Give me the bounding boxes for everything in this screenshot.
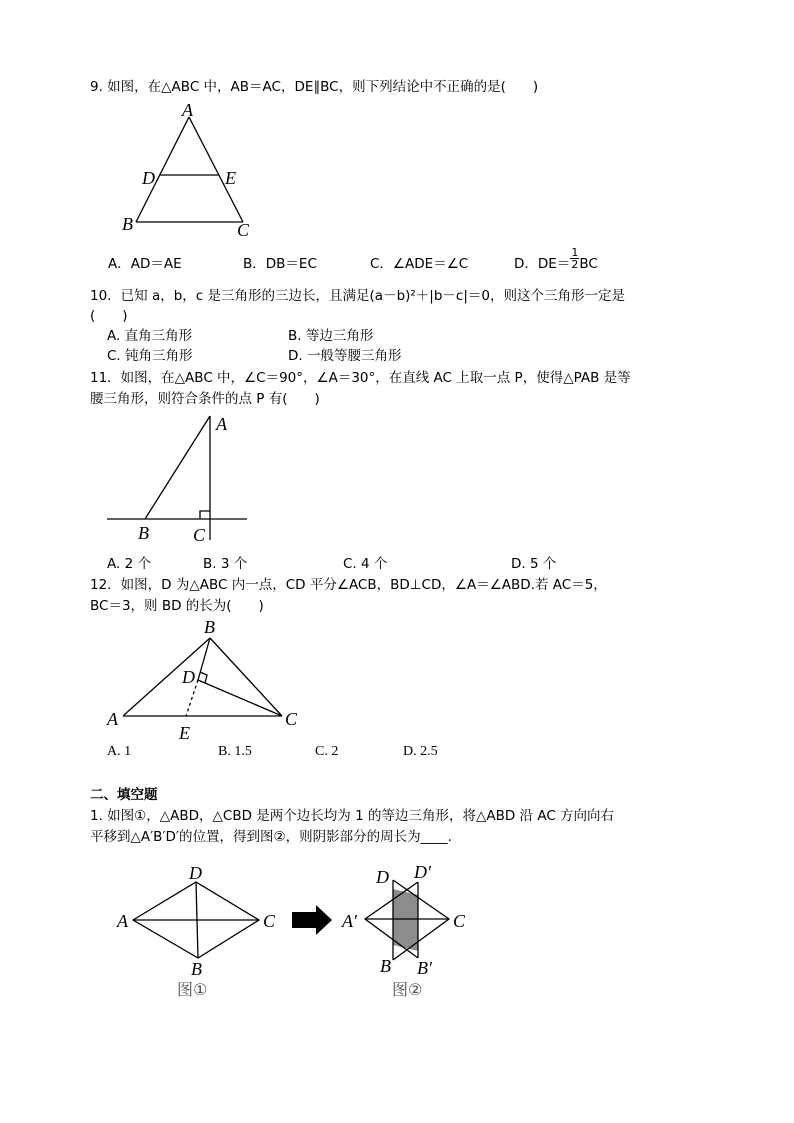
fig2-shaded-region [393, 889, 418, 951]
q9-stem: 9. 如图，在△ABC 中，AB＝AC，DE∥BC，则下列结论中不正确的是( ) [90, 79, 539, 95]
q10-stem: 10．已知 a，b，c 是三角形的三边长，且满足(a－b)²＋|b－c|＝0，则这个三角形一定是 [90, 288, 625, 304]
q12-stem-cont: BC＝3，则 BD 的长为( ) [90, 598, 264, 614]
q12-option-b: B. 1.5 [218, 744, 252, 759]
q9-option-d [514, 245, 598, 273]
q12-side-ab [123, 638, 210, 716]
fig1-rhombus [133, 882, 259, 958]
q12-option-a: A. 1 [107, 744, 132, 759]
q10-stem-cont: ( ) [90, 308, 128, 324]
fig1-label-b: B [191, 959, 202, 979]
fig2-label-b-prime: B′ [417, 958, 432, 978]
q12-label-e: E [179, 723, 190, 743]
fig1-diagonal-bd [196, 882, 198, 958]
q9-label-a: A [182, 100, 193, 120]
q11-option-a: A. 2 个 [107, 556, 151, 572]
q9-option-d-fraction [570, 247, 579, 270]
q9-fraction-denominator: 2 [571, 257, 579, 271]
q12-label-b: B [204, 617, 215, 637]
q11-option-c: C. 4 个 [343, 556, 388, 572]
q11-option-d: D. 5 个 [511, 556, 557, 572]
q12-right-angle-mark [200, 672, 207, 683]
q12-option-d: D. 2.5 [403, 744, 438, 759]
fig1-label-d: D [189, 863, 202, 883]
fig2-caption: 图② [392, 980, 423, 999]
q9-option-d-prefix: D．DE＝ [514, 256, 571, 272]
q12-option-c: C. 2 [315, 744, 339, 759]
q11-stem: 11．如图，在△ABC 中，∠C＝90°，∠A＝30°，在直线 AC 上取一点 P，使得△PAB 是等 [90, 370, 631, 386]
q11-option-b: B. 3 个 [203, 556, 248, 572]
q10-option-b: B. 等边三角形 [288, 328, 374, 344]
fig2-label-b: B [380, 956, 391, 976]
q9-option-d-suffix: BC [579, 256, 598, 272]
q11-label-b: B [138, 523, 149, 543]
q9-fraction-numerator: 1 [571, 245, 579, 259]
fig1-label-a: A [117, 911, 128, 931]
q9-option-b: B．DB＝EC [243, 256, 317, 272]
q9-label-e: E [225, 168, 236, 188]
q12-stem: 12．如图，D 为△ABC 内一点，CD 平分∠ACB，BD⊥CD，∠A＝∠ABD.若 AC＝5， [90, 577, 607, 593]
q10-option-a: A. 直角三角形 [107, 328, 193, 344]
q9-label-c: C [237, 220, 250, 240]
fill1-figure-1 [133, 882, 259, 958]
q10-option-c: C. 钝角三角形 [107, 348, 193, 364]
q12-side-bc [210, 638, 282, 716]
q12-label-d: D [182, 667, 195, 687]
fig2-label-a-prime: A′ [342, 911, 357, 931]
q11-right-angle-mark [200, 511, 210, 519]
fig2-label-d-prime: D′ [414, 862, 431, 882]
q9-label-d: D [142, 168, 155, 188]
fig1-caption: 图① [177, 980, 208, 999]
fig2-label-c: C [453, 911, 466, 931]
fig2-label-d: D [376, 867, 389, 887]
q10-option-d: D. 一般等腰三角形 [288, 348, 402, 364]
q12-segment-bd [198, 638, 210, 680]
fig1-label-c: C [263, 911, 276, 931]
q11-label-a: A [216, 414, 227, 434]
fig2-triangle-cbd [393, 880, 449, 960]
q12-label-a: A [107, 709, 118, 729]
section-title-fill-in: 二、填空题 [90, 787, 158, 803]
q11-side-ab [145, 416, 210, 519]
q12-segment-dc [198, 680, 282, 716]
q9-option-c: C．∠ADE＝∠C [370, 256, 469, 272]
fill1-stem: 1. 如图①，△ABD，△CBD 是两个边长均为 1 的等边三角形，将△ABD 沿 AC 方向向右 [90, 808, 615, 824]
q11-stem-cont: 腰三角形，则符合条件的点 P 有( ) [90, 391, 320, 407]
q12-label-c: C [285, 709, 298, 729]
fill1-stem-cont: 平移到△A′B′D′的位置，得到图②，则阴影部分的周长为____. [90, 829, 452, 845]
q9-option-a: A．AD＝AE [108, 256, 182, 272]
right-arrow-icon [292, 905, 332, 935]
fill1-figure-2 [365, 880, 449, 960]
q11-label-c: C [193, 525, 206, 545]
q9-label-b: B [122, 214, 133, 234]
fig2-triangle-a1b1d1 [365, 882, 418, 958]
